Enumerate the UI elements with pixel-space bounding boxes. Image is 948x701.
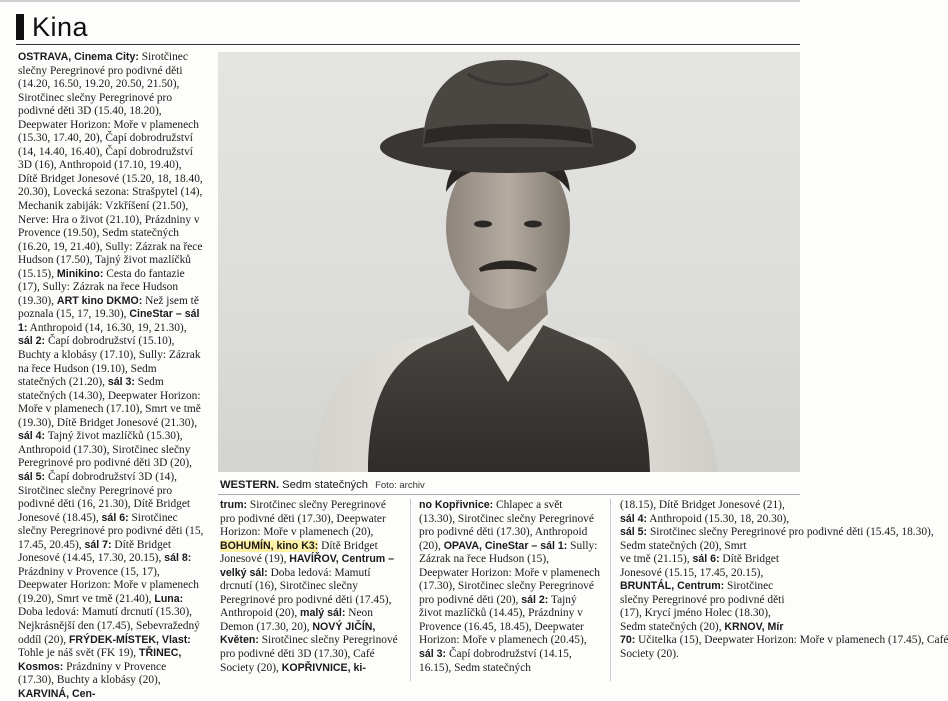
showtimes-text: Prázdniny v Provence (17.30), Buchty a klobásy (20),	[18, 660, 167, 687]
cinema-venue-label: KRNOV, Mír	[724, 620, 784, 633]
movie-still-photo	[218, 52, 800, 472]
showtimes-text: Sirotčinec	[724, 580, 774, 593]
showtimes-text: Cesta do fantazie (17), Sully: Zázrak na řece Hudson (19.30),	[18, 267, 185, 307]
caption-credit: Foto: archiv	[375, 480, 425, 491]
showtimes-text: Doba ledová: Mamutí drcnutí (16), Sirotčinec slečny Peregrinové pro podivné děti (17.45), Anthropoid (20),	[220, 566, 392, 620]
showtimes-text: Učitelka (15), Deepwater Horizon: Moře v plamenech (17.45), Café	[635, 634, 948, 647]
showtimes-text: Society (20).	[620, 648, 679, 661]
cinema-venue-label: Luna:	[154, 592, 184, 605]
cinema-venue-label: sál 3:	[419, 648, 447, 661]
showtimes-text: Anthropoid (14, 16.30, 19, 21.30),	[27, 321, 187, 334]
showtimes-text: Dítě Bridget Jonesové (14.45, 17.30, 20.15),	[18, 538, 172, 565]
showtimes-text: Sirotčinec slečny Peregrinové pro podivné děti (14.20, 16.50, 19.20, 20.50, 21.50), Sirotčinec slečny Peregrinové pro podivné děti 3D (15.40, 18.20), Deepwater Horizon: Moře v plamenech (15.30, 17.40, 20), Čapí dobrodružství (14, 14.40, 16.40), Čapí dobrodružství 3D (16), Anthropoid (17.10, 19.40), Dítě Bridget Jonesové (15.20, 18, 18.40, 20.30), Lovecká sezona: Strašpytel (14), Mechanik zabiják: Vzkříšení (21.50), Nerve: Hra o život (21.10), Prázdniny v Provence (19.50), Sedm statečných (16.20, 19, 21.40), Sully: Zázrak na řece Hudson (17.50), Tajný život mazlíčků (15.15),	[18, 51, 203, 280]
cinema-venue-label: ART kino DKMO:	[56, 294, 143, 307]
cinema-venue-label: 70:	[620, 634, 636, 647]
showtimes-text: slečny Peregrinové pro podivné děti	[620, 593, 785, 606]
cinema-venue-label: sál 2:	[18, 335, 46, 348]
showtimes-text: (17), Krycí jméno Holec (18.30),	[620, 607, 771, 620]
showtimes-text: Tajný život mazlíčků (15.30), Anthropoid (17.30), Sirotčinec slečny Peregrinové pro podivné děti 3D (20),	[18, 430, 192, 470]
cinema-venue-label: FRÝDEK-MÍSTEK, Vlast:	[68, 633, 191, 646]
showtimes-text: Chlapec a svět (13.30), Sirotčinec slečny Peregrinové pro podivné děti (17.30), Anthropoid (20),	[419, 499, 594, 552]
cinema-venue-label: malý sál:	[300, 607, 346, 620]
showtimes-text: Sirotčinec slečny Peregrinové pro podivné děti (15, 17.45, 20.45),	[18, 511, 204, 551]
cinema-venue-label: sál 6:	[692, 553, 720, 566]
cowboy-portrait-image	[218, 52, 800, 472]
cinema-venue-label: trum:	[220, 499, 248, 511]
showtimes-text: Tajný život mazlíčků (14.45), Prázdniny v Provence (16.45, 18.45), Deepwater Horizon: Moře v plamenech (20.45),	[419, 593, 587, 647]
cinema-venue-label: sál 5:	[18, 470, 46, 483]
cinema-venue-label: HAVÍŘOV, Centrum – velký sál:	[220, 553, 395, 579]
caption-genre: WESTERN.	[220, 479, 280, 491]
cinema-venue-label: BRUNTÁL, Centrum:	[620, 580, 725, 593]
caption-title: Sedm statečných	[282, 479, 368, 491]
showtimes-text: Čapí dobrodružství 3D (14), Sirotčinec slečny Peregrinové pro podivné děti (16, 21.30), Dítě Bridget Jonesové (18.45),	[18, 470, 191, 524]
showtimes-text: Čapí dobrodružství (15.10), Buchty a klobásy (17.10), Sully: Zázrak na řece Hudson (19.10), Sedm statečných (21.20),	[18, 335, 201, 389]
showtimes-text: Jonesové (15.15, 17.45, 20.15),	[620, 566, 764, 579]
showtimes-text: Doba ledová: Mamutí drcnutí (15.30), Nejkrásnější den (17.45), Sebevražedný oddíl (20),	[18, 606, 200, 646]
section-title: Kina	[32, 11, 89, 42]
photo-caption	[220, 479, 800, 491]
showtimes-text: Tohle je náš svět (FK 19),	[18, 647, 139, 660]
cinema-venue-label: sál 6:	[101, 511, 129, 524]
caption-rule	[218, 494, 800, 495]
header-rule	[16, 44, 800, 45]
listing-column-1	[18, 51, 204, 701]
showtimes-text: Sirotčinec slečny Peregrinové pro podivné děti (15.45, 18.30),	[647, 526, 934, 539]
showtimes-text: Sedm statečných (14.30), Deepwater Horizon: Moře v plamenech (17.10), Smrt ve tmě (19.30), Dítě Bridget Jonesové (21.30),	[18, 376, 201, 429]
showtimes-text: Anthropoid (15.30, 18, 20.30),	[647, 512, 790, 525]
showtimes-text: Sully: Zázrak na řece Hudson (15), Deepwater Horizon: Moře v plamenech (17.30), Sirotčinec slečny Peregrinové pro podivné děti (20),	[419, 539, 600, 606]
showtimes-text: Sirotčinec slečny Peregrinové pro podivné děti 3D (17.30), Café Society (20),	[220, 634, 398, 674]
cinema-venue-label: sál 2:	[521, 593, 549, 606]
cinema-venue-label: sál 7:	[84, 538, 112, 551]
showtimes-text: Neon Demon (17.30, 20),	[220, 607, 373, 633]
listing-column-2	[220, 499, 403, 675]
listing-column-3	[419, 499, 600, 675]
top-rule	[0, 0, 800, 2]
listing-column-4	[620, 499, 948, 662]
showtimes-text: Čapí dobrodružství (14.15, 16.15), Sedm statečných	[419, 648, 572, 674]
cinema-venue-label: sál 4:	[620, 512, 648, 525]
cinema-venue-label: KOPŘIVNICE, ki-	[281, 661, 366, 674]
section-marker	[16, 14, 24, 40]
cinema-venue-label: sál 3:	[107, 376, 135, 389]
showtimes-text: Prázdniny v Provence (15, 17), Deepwater Horizon: Moře v plamenech (19.20), Smrt ve tmě (21.40),	[18, 565, 199, 605]
cinema-venue-label: sál 4:	[18, 430, 46, 443]
showtimes-text: (18.15), Dítě Bridget Jonesové (21),	[620, 499, 785, 511]
cinema-venue-label: NOVÝ JIČÍN, Květen:	[220, 620, 376, 647]
cinema-venue-label: KARVINÁ, Cen-	[18, 687, 96, 700]
cinema-venue-label: OPAVA, CineStar – sál 1:	[443, 539, 568, 552]
cinema-venue-label: no Kopřivnice:	[419, 499, 494, 511]
section-header	[16, 12, 88, 42]
cinema-venue-label: sál 5:	[620, 526, 648, 539]
cinema-venue-label: CineStar – sál 1:	[18, 308, 200, 334]
column-divider	[410, 499, 411, 681]
showtimes-text: Než jsem tě poznala (15, 17, 19.30),	[18, 294, 199, 321]
showtimes-text: Dítě Bridget	[719, 553, 780, 566]
showtimes-text: Sedm statečných (20), Smrt	[620, 539, 747, 552]
cinema-venue-label: TŘINEC, Kosmos:	[18, 647, 182, 673]
highlighted-venue-label: BOHUMÍN, kino K3:	[220, 539, 319, 552]
showtimes-text: Sirotčinec slečny Peregrinové pro podivné děti (17.30), Deepwater Horizon: Moře v plamenech (20),	[220, 499, 386, 539]
column-divider	[610, 499, 611, 681]
cinema-venue-label: sál 8:	[164, 552, 192, 565]
showtimes-text: Sedm statečných (20),	[620, 620, 725, 633]
cinema-venue-label: Minikino:	[56, 267, 104, 280]
showtimes-text: Dítě Bridget Jonesové (19),	[220, 539, 378, 566]
cinema-venue-label: OSTRAVA, Cinema City:	[18, 51, 139, 63]
showtimes-text: ve tmě (21.15),	[620, 553, 693, 566]
